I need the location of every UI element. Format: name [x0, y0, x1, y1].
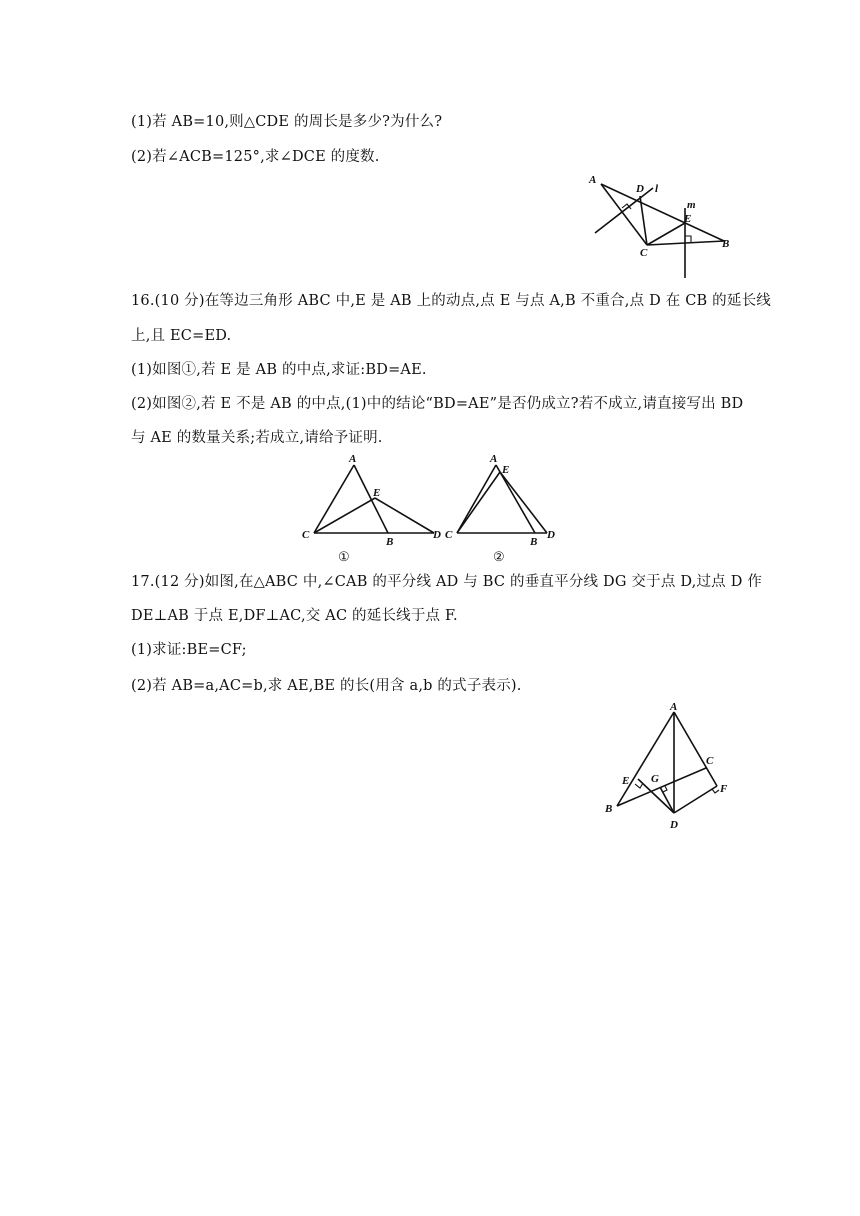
- label-a: A: [589, 174, 597, 186]
- f1-segment-ed: [375, 498, 434, 533]
- f1-label-c: C: [302, 529, 310, 541]
- q15-part1: (1)若 AB=10,则△CDE 的周长是多少?为什么?: [131, 114, 443, 130]
- f2-label-d: D: [547, 529, 555, 541]
- segment-af: [674, 712, 717, 786]
- label-c: C: [706, 755, 714, 767]
- label-b: B: [722, 238, 730, 250]
- q16-part2-line1: (2)如图②,若 E 不是 AB 的中点,(1)中的结论“BD=AE”是否仍成立?若不成立,请直接写出 BD: [131, 396, 744, 412]
- f2-label-c: C: [445, 529, 453, 541]
- figure-q16-captions: [298, 544, 568, 566]
- segment-gd: [660, 787, 674, 813]
- segment-ab: [617, 712, 674, 806]
- q16-part1: (1)如图①,若 E 是 AB 的中点,求证:BD=AE.: [131, 362, 427, 378]
- right-angle-mark-e: [635, 783, 643, 788]
- f2-segment-ce: [457, 472, 500, 533]
- q17-part2: (2)若 AB=a,AC=b,求 AE,BE 的长(用含 a,b 的式子表示).: [131, 678, 522, 694]
- label-e: E: [622, 775, 630, 787]
- q17-part1: (1)求证:BE=CF;: [131, 642, 247, 658]
- f2-label-e: E: [502, 464, 510, 476]
- f2-caption: ②: [493, 549, 505, 564]
- f2-segment-ed: [500, 472, 547, 533]
- figure-q15: [585, 170, 745, 285]
- label-l: l: [655, 183, 659, 195]
- f1-caption: ①: [338, 549, 350, 564]
- f2-label-a: A: [490, 453, 498, 465]
- f1-label-a: A: [349, 453, 357, 465]
- label-d: D: [670, 819, 678, 831]
- figure-q16: [298, 450, 568, 548]
- segment-ab: [601, 184, 724, 241]
- q17-stem-line2: DE⊥AB 于点 E,DF⊥AC,交 AC 的延长线于点 F.: [131, 608, 458, 624]
- label-d: D: [636, 183, 644, 195]
- f2-label-b: B: [530, 536, 538, 548]
- f1-label-d: D: [433, 529, 441, 541]
- q16-stem-line2: 上,且 EC=ED.: [131, 328, 232, 344]
- label-b: B: [605, 803, 613, 815]
- segment-df: [674, 786, 717, 813]
- f1-segment-ab: [354, 465, 388, 533]
- segment-ce: [647, 223, 685, 245]
- figure-q17: [600, 700, 740, 835]
- f1-label-b: B: [386, 536, 394, 548]
- q16-part2-line2: 与 AE 的数量关系;若成立,请给予证明.: [131, 430, 383, 446]
- q16-stem-line1: 16.(10 分)在等边三角形 ABC 中,E 是 AB 上的动点,点 E 与点 A,B 不重合,点 D 在 CB 的延长线: [131, 293, 771, 309]
- q17-stem-line1: 17.(12 分)如图,在△ABC 中,∠CAB 的平分线 AD 与 BC 的垂直平分线 DG 交于点 D,过点 D 作: [131, 574, 763, 590]
- q15-part2: (2)若∠ACB=125°,求∠DCE 的度数.: [131, 149, 380, 165]
- label-c: C: [640, 247, 648, 259]
- label-g: G: [651, 773, 659, 785]
- label-m: m: [687, 199, 696, 211]
- f1-segment-ce: [314, 498, 375, 533]
- label-f: F: [720, 783, 728, 795]
- label-e: E: [684, 213, 692, 225]
- label-a: A: [670, 701, 678, 713]
- f2-segment-ac: [457, 465, 496, 533]
- right-angle-mark-f: [712, 789, 719, 793]
- right-angle-mark-m: [685, 236, 691, 242]
- f1-label-e: E: [373, 487, 381, 499]
- f1-segment-ac: [314, 465, 354, 533]
